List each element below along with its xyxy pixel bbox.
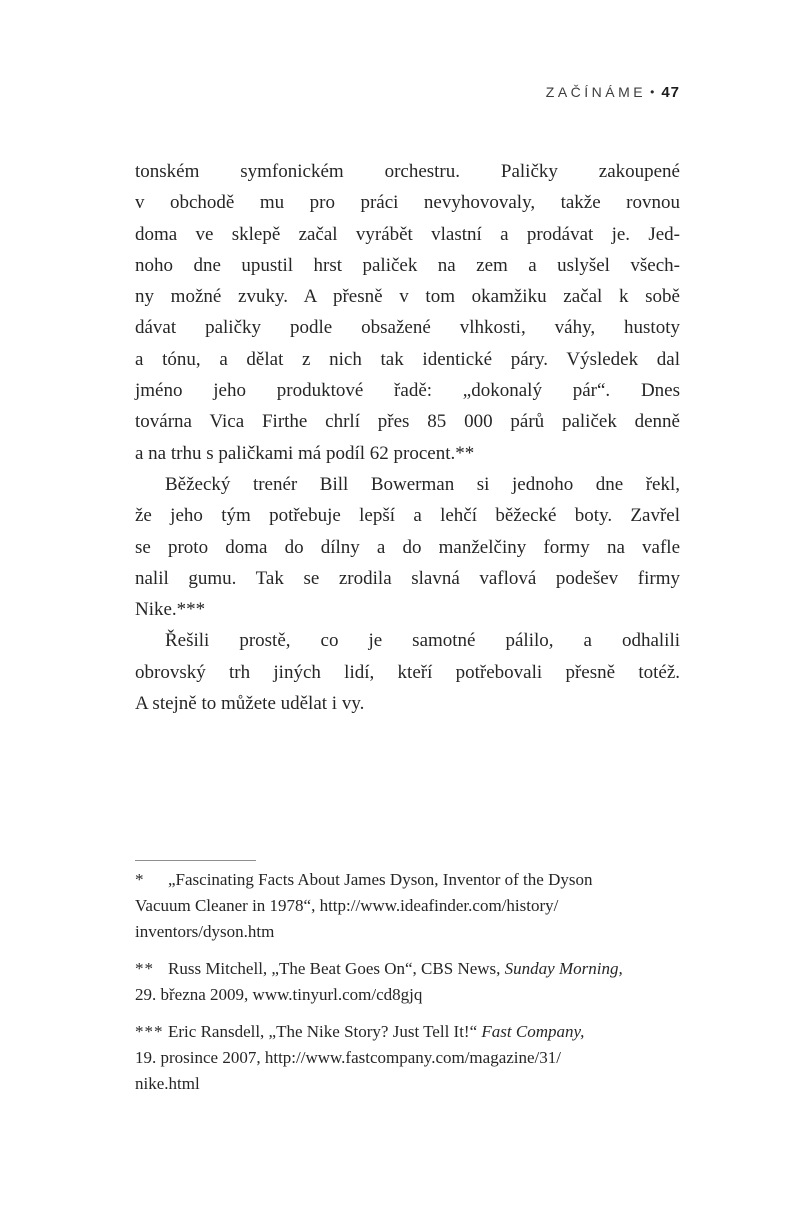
text-line: noho dne upustil hrst paliček na zem a uslyšel všech- <box>135 254 680 276</box>
text-line: v obchodě mu pro práci nevyhovovaly, takže rovnou <box>135 192 680 214</box>
footnote-line <box>135 1019 680 1045</box>
text-line: A stejně to můžete udělat i vy. <box>135 693 365 715</box>
footnote-citation-italic: Fast Company, <box>481 1022 585 1041</box>
footnote-line: inventors/dyson.htm <box>135 922 275 941</box>
text-line: tonském symfonickém orchestru. Paličky zakoupené <box>135 161 680 182</box>
footnote-1 <box>135 867 680 945</box>
text-line: obrovský trh jiných lidí, kteří potřebovali přesně totéž. <box>135 661 680 683</box>
footnote-text: Russ Mitchell, „The Beat Goes On“, CBS News, <box>168 959 505 978</box>
text-line: nalil gumu. Tak se zrodila slavná vaflová podešev firmy <box>135 567 680 589</box>
page-header <box>135 84 680 101</box>
page-number: 47 <box>661 84 680 101</box>
footnote-line: 29. března 2009, www.tinyurl.com/cd8gjq <box>135 985 423 1004</box>
body-text <box>135 156 680 719</box>
footnote-text: „Fascinating Facts About James Dyson, Inventor of the Dyson <box>168 870 593 889</box>
footnote-text: Eric Ransdell, „The Nike Story? Just Tell It!“ <box>168 1022 482 1041</box>
text-line: dávat paličky podle obsažené vlhkosti, váhy, hustoty <box>135 317 680 339</box>
footnote-line <box>135 867 680 893</box>
text-line: Řešili prostě, co je samotné pálilo, a odhalili <box>165 630 680 652</box>
footnote-marker: *** <box>135 1022 164 1041</box>
text-line: a tónu, a dělat z nich tak identické páry. Výsledek dal <box>135 348 680 370</box>
footnote-divider <box>135 860 256 861</box>
text-line: že jeho tým potřebuje lepší a lehčí běžecké boty. Zavřel <box>135 505 680 527</box>
text-line: Nike.*** <box>135 599 206 621</box>
footnote-line <box>135 956 680 982</box>
text-line: ny možné zvuky. A přesně v tom okamžiku začal k sobě <box>135 286 680 308</box>
header-separator-dot: • <box>650 85 655 99</box>
footnote-line: nike.html <box>135 1074 200 1093</box>
paragraph-2 <box>135 469 680 625</box>
running-head-title: ZAČÍNÁME <box>545 84 647 100</box>
footnote-marker: ** <box>135 959 154 978</box>
text-line: jméno jeho produktové řadě: „dokonalý pár“. Dnes <box>135 380 680 402</box>
paragraph-3 <box>135 625 680 719</box>
footnote-line: Vacuum Cleaner in 1978“, http://www.ideafinder.com/history/ <box>135 896 559 915</box>
footnote-2 <box>135 956 680 1008</box>
text-line: továrna Vica Firthe chrlí přes 85 000 párů paliček denně <box>135 411 680 433</box>
text-line: a na trhu s paličkami má podíl 62 procent.** <box>135 442 475 464</box>
text-line: Běžecký trenér Bill Bowerman si jednoho dne řekl, <box>165 473 680 495</box>
footnote-marker: * <box>135 870 145 889</box>
footnote-line: 19. prosince 2007, http://www.fastcompany.com/magazine/31/ <box>135 1048 562 1067</box>
footnote-citation-italic: Sunday Morning, <box>504 959 623 978</box>
text-line: doma ve sklepě začal vyrábět vlastní a prodávat je. Jed- <box>135 223 680 245</box>
text-line: se proto doma do dílny a do manželčiny formy na vafle <box>135 536 680 558</box>
paragraph-1 <box>135 156 680 469</box>
footnotes-section <box>135 867 680 1108</box>
footnote-3 <box>135 1019 680 1097</box>
